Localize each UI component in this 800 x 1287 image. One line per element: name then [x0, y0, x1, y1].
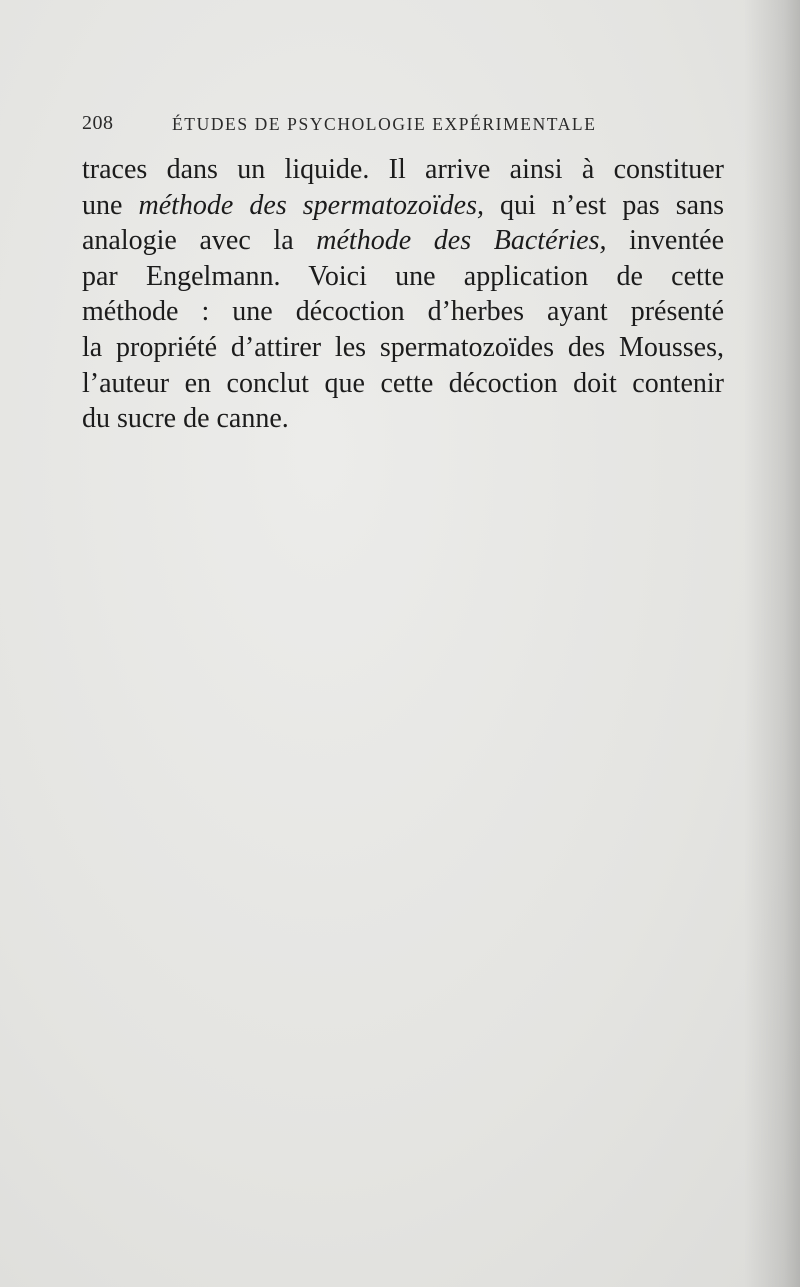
- text-line: [82, 259, 724, 295]
- text-line: [82, 294, 724, 330]
- text-run: du sucre de canne.: [82, 403, 289, 435]
- text-run: traces dans un liquide. Il arrive ainsi à constituer: [82, 154, 724, 185]
- text-line: [82, 223, 724, 259]
- text-line: [82, 401, 724, 437]
- italic-term: méthode des spermatozoïdes,: [138, 189, 484, 221]
- italic-term: méthode des Bactéries,: [316, 225, 607, 257]
- text-run: qui n’est pas sans: [484, 189, 724, 221]
- text-line: [82, 152, 724, 188]
- text-line: [82, 188, 724, 224]
- text-run: l’auteur en conclut que cette décoction doit contenir: [82, 367, 724, 399]
- text-run: analogie avec la: [82, 225, 317, 257]
- body-paragraph: [82, 152, 724, 437]
- text-run: une: [82, 189, 139, 221]
- text-run: méthode : une décoction d’herbes ayant présenté: [82, 296, 724, 328]
- text-run: par Engelmann. Voici une application de cette: [82, 260, 724, 292]
- text-run: la propriété d’attirer les spermatozoïdes des Mousses,: [82, 331, 724, 363]
- running-title: ÉTUDES DE PSYCHOLOGIE EXPÉRIMENTALE: [172, 114, 597, 134]
- page-number: 208: [82, 112, 114, 134]
- text-line: [82, 366, 724, 402]
- running-head: [82, 110, 722, 140]
- text-run: inventée: [606, 225, 724, 257]
- text-line: [82, 330, 724, 366]
